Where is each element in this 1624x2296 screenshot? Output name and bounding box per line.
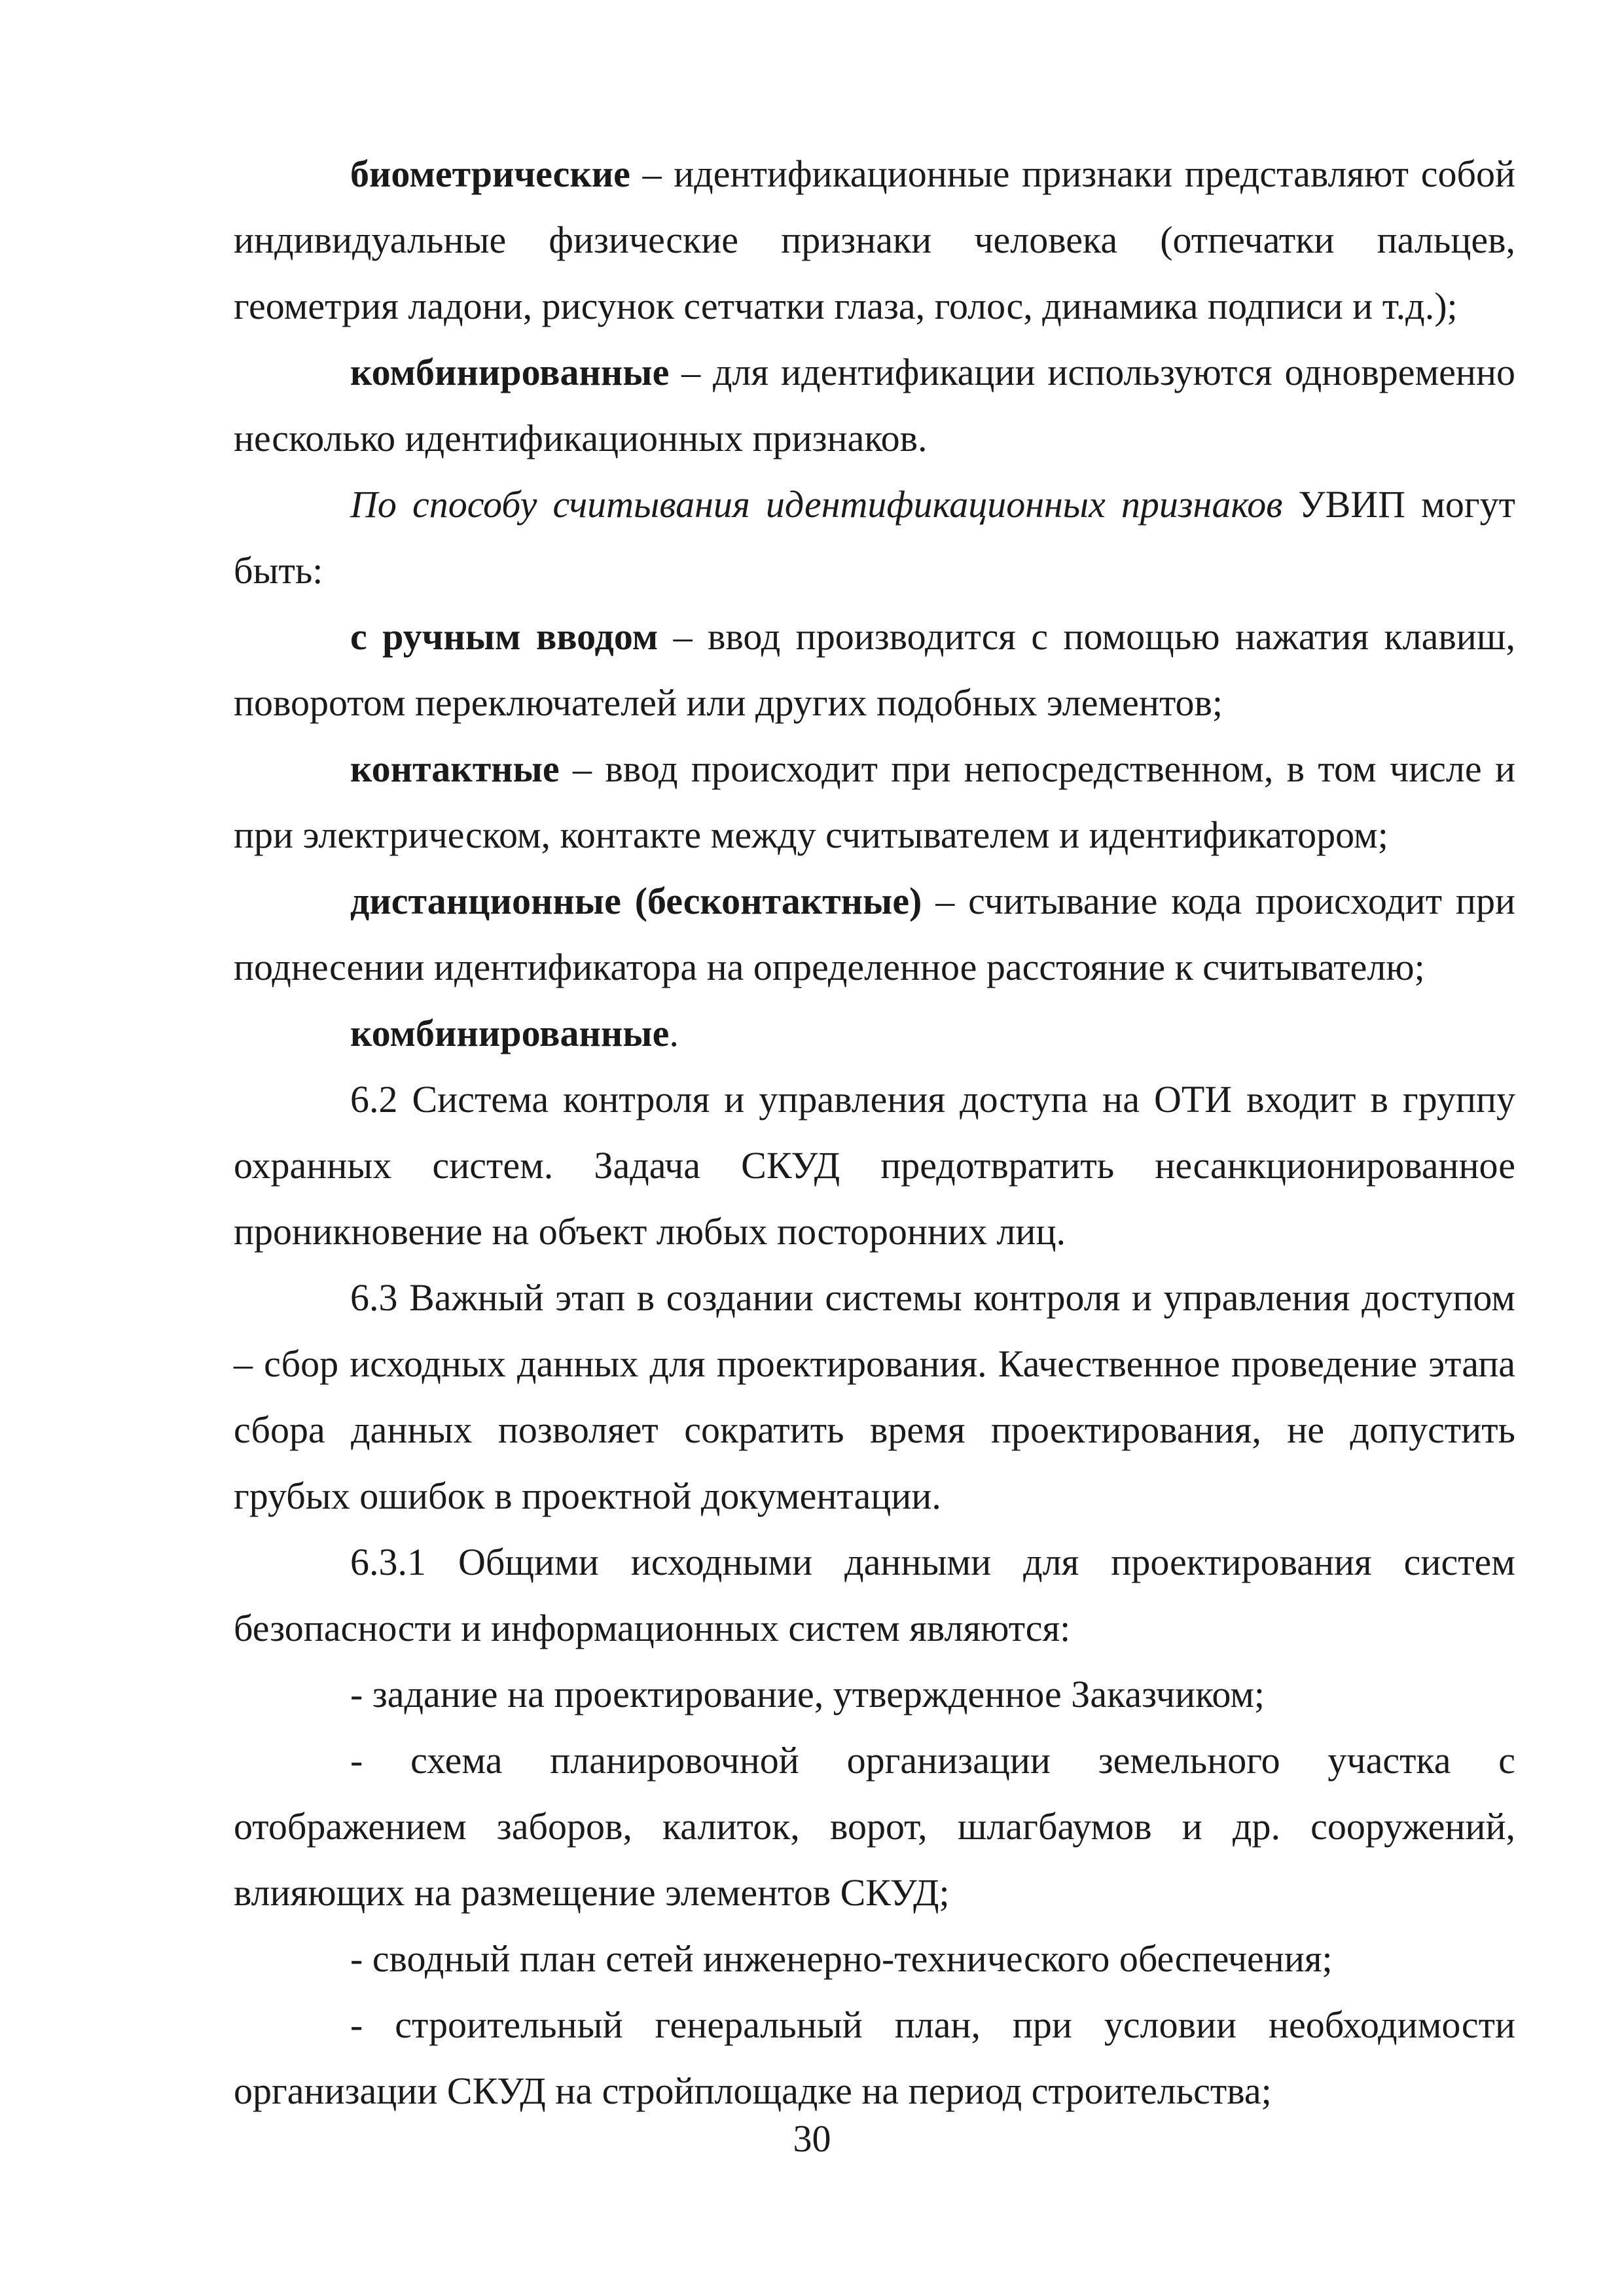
paragraph-manual-input — [234, 603, 1515, 736]
document-page — [234, 141, 1515, 2124]
list-item-networks: - сводный план сетей инженерно-технического обеспечения; — [350, 1937, 1333, 1980]
paragraph-text: . — [669, 1012, 679, 1054]
paragraph-combined-reading — [234, 1000, 1515, 1066]
term-combined: комбинированные — [350, 351, 670, 393]
term-manual-input: с ручным вводом — [350, 615, 659, 658]
paragraph-biometric — [234, 141, 1515, 339]
paragraph-text: – считывание кода происходит при поднесении идентификатора на определенное расстояние к считывателю; — [234, 880, 1515, 988]
term-biometric: биометрические — [350, 152, 630, 195]
list-item-construction: - строительный генеральный план, при условии необходимости организации СКУД на стройплощадке на период строительства; — [234, 2003, 1515, 2112]
list-item-site-plan: - схема планировочной организации земельного участка с отображением заборов, калиток, ворот, шлагбаумов и др. сооружений, влияющих на размещение элементов СКУД; — [234, 1739, 1515, 1914]
term-remote: дистанционные (бесконтактные) — [350, 880, 922, 922]
paragraph-text: – идентификационные признаки представляют собой индивидуальные физические признаки человека (отпечатки пальцев, геометрия ладони, рисунок сетчатки глаза, голос, динамика подписи и т.д.); — [234, 152, 1515, 327]
paragraph-contact — [234, 736, 1515, 868]
paragraph-section-6-3: 6.3 Важный этап в создании системы контроля и управления доступом – сбор исходных данных для проектирования. Качественное проведение этапа сбора данных позволяет сократить время проектирования, не допустить грубых ошибок в проектной документации. — [234, 1276, 1515, 1517]
paragraph-text: УВИП могут быть: — [234, 483, 1515, 592]
paragraph-text: – ввод происходит при непосредственном, в том числе и при электрическом, контакте между считывателем и идентификатором; — [234, 747, 1515, 856]
paragraph-section-6-2: 6.2 Система контроля и управления доступа на ОТИ входит в группу охранных систем. Задача СКУД предотвратить несанкционированное проникновение на объект любых посторонних лиц. — [234, 1078, 1515, 1253]
paragraph-section-6-3-1: 6.3.1 Общими исходными данными для проектирования систем безопасности и информационных систем являются: — [234, 1541, 1515, 1649]
term-contact: контактные — [350, 747, 560, 790]
paragraph-remote — [234, 868, 1515, 1000]
paragraph-text: – для идентификации используются одновременно несколько идентификационных признаков. — [234, 351, 1515, 459]
paragraph-combined-ident — [234, 339, 1515, 471]
page-number: 30 — [793, 2117, 831, 2160]
italic-heading: По способу считывания идентификационных признаков — [350, 483, 1283, 526]
paragraph-reading-method — [234, 471, 1515, 603]
paragraph-text: – ввод производится с помощью нажатия клавиш, поворотом переключателей или других подобных элементов; — [234, 615, 1515, 724]
term-combined: комбинированные — [350, 1012, 670, 1054]
list-item-assignment: - задание на проектирование, утвержденное Заказчиком; — [350, 1673, 1265, 1715]
